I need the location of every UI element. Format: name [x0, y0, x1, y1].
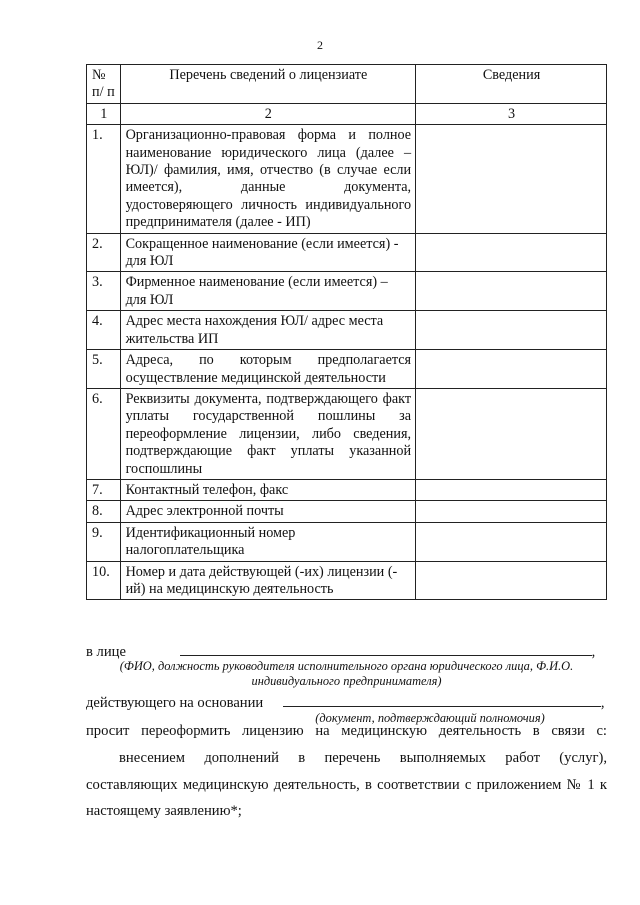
row-value[interactable] — [416, 125, 607, 233]
acting-basis-label: действующего на основании — [86, 695, 264, 711]
table-row — [87, 233, 607, 272]
licensee-info-table — [86, 64, 607, 600]
row-description: Адреса, по которым предполагается осуществление медицинской деятельности — [120, 350, 416, 389]
in-person-label: в лице — [86, 644, 126, 660]
row-number: 2. — [87, 233, 121, 272]
index-cell: 1 — [87, 103, 121, 124]
index-cell: 2 — [120, 103, 416, 124]
row-number: 7. — [87, 479, 121, 500]
table-header-row — [87, 65, 607, 104]
row-value[interactable] — [416, 388, 607, 479]
fio-caption: (ФИО, должность руководителя исполнительного органа юридического лица, Ф.И.О. индивидуального предпринимателя) — [119, 659, 574, 688]
in-person-line — [86, 641, 607, 661]
table-row — [87, 272, 607, 311]
table-row — [87, 501, 607, 522]
acting-basis-line — [86, 692, 607, 712]
table-row — [87, 522, 607, 561]
table-row — [87, 311, 607, 350]
document-caption: (документ, подтверждающий полномочия) — [315, 711, 545, 725]
row-number: 8. — [87, 501, 121, 522]
row-description: Номер и дата действующей (-их) лицензии (-ий) на медицинскую деятельность — [120, 561, 416, 600]
table-row — [87, 350, 607, 389]
row-value[interactable] — [416, 522, 607, 561]
row-description: Адрес места нахождения ЮЛ/ адрес места жительства ИП — [120, 311, 416, 350]
representative-name-field[interactable] — [180, 641, 592, 656]
additions-paragraph: внесением дополнений в перечень выполняемых работ (услуг), составляющих медицинскую деятельность, в соответствии с приложением № 1 к настоящему заявлению*; — [86, 750, 607, 819]
row-description: Реквизиты документа, подтверждающего факт уплаты государственной пошлины за переоформление лицензии, либо сведения, подтверждающие факт уплаты указанной госпошлины — [120, 388, 416, 479]
table-row — [87, 479, 607, 500]
row-value[interactable] — [416, 311, 607, 350]
row-number: 9. — [87, 522, 121, 561]
row-number: 1. — [87, 125, 121, 233]
index-cell: 3 — [416, 103, 607, 124]
table-row — [87, 388, 607, 479]
row-value[interactable] — [416, 479, 607, 500]
row-value[interactable] — [416, 561, 607, 600]
row-number: 3. — [87, 272, 121, 311]
table-index-row — [87, 103, 607, 124]
row-value[interactable] — [416, 272, 607, 311]
row-description: Идентификационный номер налогоплательщика — [120, 522, 416, 561]
authority-document-field[interactable] — [283, 692, 601, 707]
row-value[interactable] — [416, 350, 607, 389]
table-row — [87, 125, 607, 233]
row-description: Адрес электронной почты — [120, 501, 416, 522]
row-description: Организационно-правовая форма и полное наименование юридического лица (далее – ЮЛ)/ фамилия, имя, отчество (в случае если имеется), данные документа, удостоверяющего личность индивидуального предпринимателя (далее - ИП) — [120, 125, 416, 233]
request-text: просит переоформить лицензию на медицинскую деятельность в связи с: — [86, 723, 607, 739]
row-description: Фирменное наименование (если имеется) – для ЮЛ — [120, 272, 416, 311]
row-description: Сокращенное наименование (если имеется) - для ЮЛ — [120, 233, 416, 272]
row-value[interactable] — [416, 233, 607, 272]
header-list: Перечень сведений о лицензиате — [120, 65, 416, 104]
row-value[interactable] — [416, 501, 607, 522]
row-description: Контактный телефон, факс — [120, 479, 416, 500]
row-number: 10. — [87, 561, 121, 600]
header-info: Сведения — [416, 65, 607, 104]
row-number: 6. — [87, 388, 121, 479]
header-number: № п/ п — [87, 65, 121, 104]
table-row — [87, 561, 607, 600]
comma: , — [600, 695, 605, 711]
row-number: 5. — [87, 350, 121, 389]
page-number: 2 — [317, 38, 323, 52]
comma: , — [591, 644, 596, 660]
row-number: 4. — [87, 311, 121, 350]
